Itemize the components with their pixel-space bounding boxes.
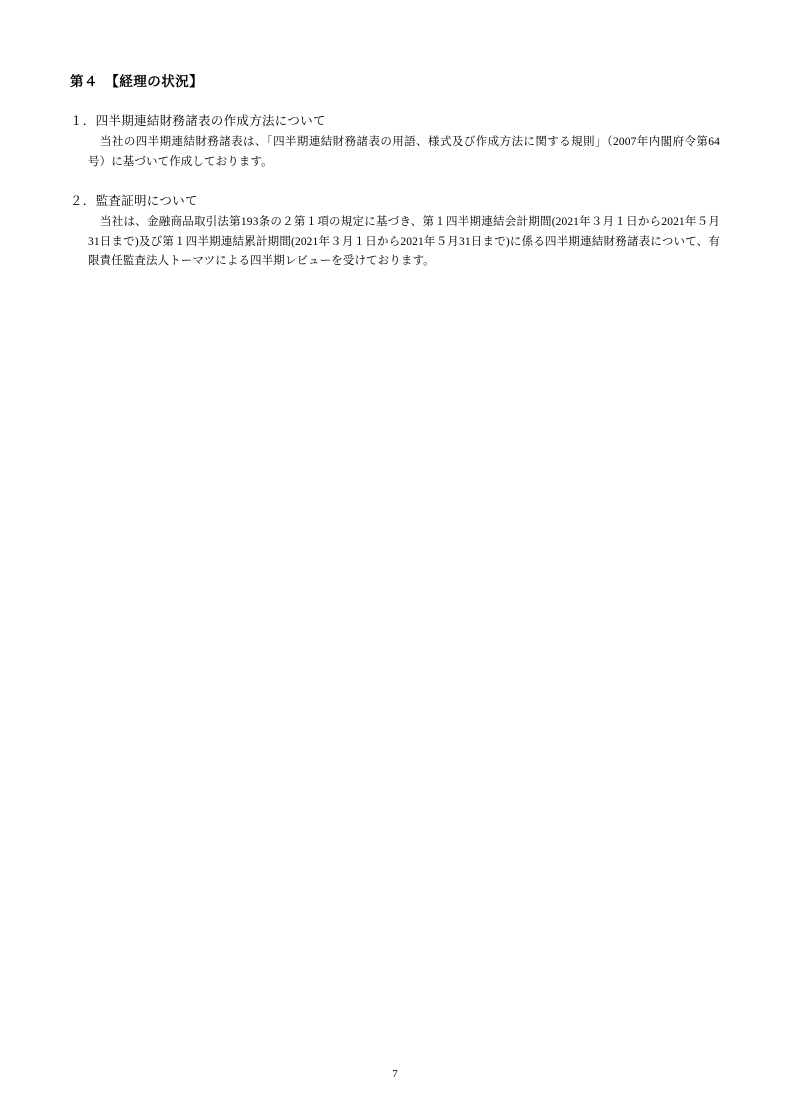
page-number: 7 [392, 1068, 398, 1080]
section-body: 当社は、金融商品取引法第193条の２第１項の規定に基づき、第１四半期連結会計期間(2021年３月１日から2021年５月31日まで)及び第１四半期連結累計期間(2021年３月１日から2021年５月31日まで)に係る四半期連結財務諸表について、有限責任監査法人トーマツによる四半期レビューを受けております。 [88, 215, 720, 268]
section-title: １．四半期連結財務諸表の作成方法について [70, 114, 326, 128]
page-title: 第４ 【経理の状況】 [70, 74, 204, 89]
section-financial-statements [70, 112, 720, 172]
section-body: 当社の四半期連結財務諸表は、「四半期連結財務諸表の用語、様式及び作成方法に関する規則」（2007年内閣府令第64号）に基づいて作成しております。 [88, 135, 720, 168]
section-title: ２．監査証明について [70, 194, 198, 208]
section-audit-certification [70, 192, 720, 272]
